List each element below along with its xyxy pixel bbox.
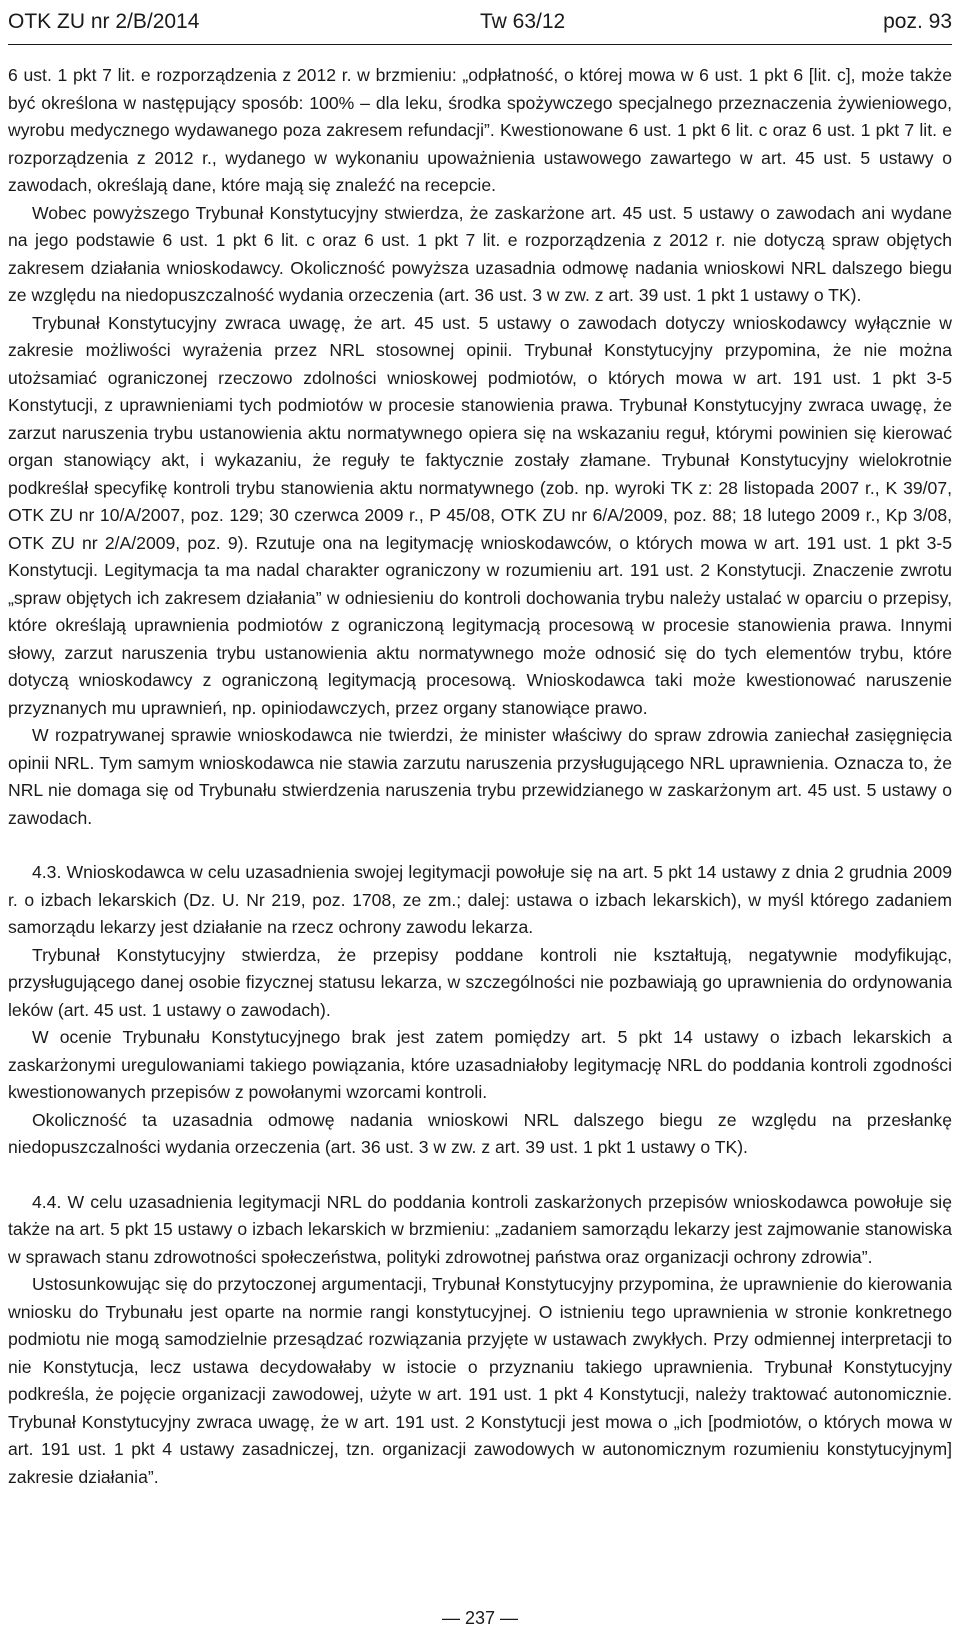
paragraph: W ocenie Trybunału Konstytucyjnego brak jest zatem pomiędzy art. 5 pkt 14 ustawy o izbach lekarskich a zaskarżonymi uregulowaniami takiego powiązania, które uzasadniałoby legitymację NRL do poddania kontroli zgodności kwestionowanych przepisów z powołanymi wzorcami kontroli. (8, 1027, 952, 1102)
section-4-4-paragraph: 4.4. W celu uzasadnienia legitymacji NRL do poddania kontroli zaskarżonych przepisów wnioskodawca powołuje się także na art. 5 pkt 15 ustawy o izbach lekarskich w brzmieniu: „zadaniem samorządu lekarzy jest zajmowanie stanowiska w sprawach stanu zdrowotności społeczeństwa, polityki zdrowotnej państwa oraz organizacji ochrony zdrowia”. (8, 1191, 952, 1267)
page-number: — 237 — (441, 1608, 519, 1628)
paragraph: Wobec powyższego Trybunał Konstytucyjny stwierdza, że zaskarżone art. 45 ust. 5 ustawy o zawodach ani wydane na jego podstawie 6 ust. 1 pkt 6 lit. c oraz 6 ust. 1 pkt 7 lit. e rozporządzenia z 2012 r. nie dotyczą spraw objętych zakresem działania wnioskodawcy. Okoliczność powyższa uzasadnia odmowę nadania wnioskowi NRL dalszego biegu ze względu na niedopuszczalność wydania orzeczenia (art. 36 ust. 3 w zw. z art. 39 ust. 1 pkt 1 ustawy o TK). (8, 202, 952, 305)
paragraph: Ustosunkowując się do przytoczonej argumentacji, Trybunał Konstytucyjny przypomina, że uprawnienie do kierowania wniosku do Trybunału jest oparte na normie rangi konstytucyjnej. O istnieniu tego uprawnienia w stronie konkretnego podmiotu nie mogą samodzielnie przesądzać rozwiązania przyjęte w ustawach zwykłych. Przy odmiennej interpretacji to nie Konstytucja, lecz ustawa decydowałaby w istocie o przyznaniu takiego uprawnienia. Trybunał Konstytucyjny podkreśla, że pojęcie organizacji zawodowej, użyte w art. 191 ust. 1 pkt 4 Konstytucji, należy traktować autonomicznie. Trybunał Konstytucyjny zwraca uwagę, że w art. 191 ust. 2 Konstytucji jest mowa o „ich [podmiotów, o których mowa w art. 191 ust. 1 pkt 4 ustawy zasadniczej, tzn. organizacji zawodowych w autonomicznym rozumieniu konstytucyjnym] zakresie działania”. (8, 1274, 952, 1487)
item-number: poz. 93 (883, 10, 952, 33)
running-header (8, 4, 952, 45)
journal-reference: OTK ZU nr 2/B/2014 (8, 10, 200, 33)
paragraph: Trybunał Konstytucyjny zwraca uwagę, że art. 45 ust. 5 ustawy o zawodach dotyczy wnioskodawcy wyłącznie w zakresie możliwości wyrażenia przez NRL stosownej opinii. Trybunał Konstytucyjny przypomina, że nie można utożsamiać ograniczonej rzeczowo zdolności wnioskowej podmiotów, o których mowa w art. 191 ust. 1 pkt 3-5 Konstytucji, z uprawnieniami tych podmiotów w procesie stanowienia prawa. Trybunał Konstytucyjny zwraca uwagę, że zarzut naruszenia trybu ustanowienia aktu normatywnego opiera się na wskazaniu reguł, którymi powinien się kierować organ stanowiący akt, i wykazaniu, że reguły te faktycznie zostały złamane. Trybunał Konstytucyjny wielokrotnie podkreślał specyfikę kontroli trybu stanowienia aktu normatywnego (zob. np. wyroki TK z: 28 listopada 2007 r., K 39/07, OTK ZU nr 10/A/2007, poz. 129; 30 czerwca 2009 r., P 45/08, OTK ZU nr 6/A/2009, poz. 88; 18 lutego 2009 r., Kp 3/08, OTK ZU nr 2/A/2009, poz. 9). Rzutuje ona na legitymację wnioskodawców, o których mowa w art. 191 ust. 1 pkt 3-5 Konstytucji. Legitymacja ta ma nadal charakter ograniczony w rozumieniu art. 191 ust. 2 Konstytucji. Znaczenie zwrotu „spraw objętych ich zakresem działania” w odniesieniu do kontroli dochowania trybu należy ustalać w oparciu o przepisy, które określają uprawnienia podmiotów z ograniczoną legitymacją procesową w procesie stanowienia prawa. Innymi słowy, zarzut naruszenia trybu ustanowienia aktu normatywnego może odnosić się do tych elementów trybu, które dotyczą wnioskodawcy z ograniczoną legitymacją procesową. Wnioskodawca taki może kwestionować naruszenie przyznanych mu uprawnień, np. opiniodawczych, przez organy stanowiące prawo. (8, 312, 952, 718)
body-text (8, 62, 952, 1491)
paragraph-continued: 6 ust. 1 pkt 7 lit. e rozporządzenia z 2012 r. w brzmieniu: „odpłatność, o której mowa w 6 ust. 1 pkt 6 [lit. c], może także być określona w następujący sposób: 100% – dla leku, środka spożywczego specjalnego przeznaczenia żywieniowego, wyrobu medycznego wydawanego poza zakresem refundacji”. Kwestionowane 6 ust. 1 pkt 6 lit. c oraz 6 ust. 1 pkt 7 lit. e rozporządzenia z 2012 r., wydanego w wykonaniu upoważnienia ustawowego zawartego w art. 45 ust. 5 ustawy o zawodach, określają dane, które mają się znaleźć na recepcie. (8, 65, 952, 195)
case-signature: Tw 63/12 (480, 10, 566, 33)
section-4-3-paragraph: 4.3. Wnioskodawca w celu uzasadnienia swojej legitymacji powołuje się na art. 5 pkt 14 ustawy z dnia 2 grudnia 2009 r. o izbach lekarskich (Dz. U. Nr 219, poz. 1708, ze zm.; dalej: ustawa o izbach lekarskich), w myśl którego zadaniem samorządu lekarzy jest działanie na rzecz ochrony zawodu lekarza. (8, 862, 952, 937)
paragraph: Trybunał Konstytucyjny stwierdza, że przepisy poddane kontroli nie kształtują, negatywnie modyfikując, przysługującego danej osobie fizycznej statusu lekarza, w szczególności nie pozbawiają go uprawnienia do ordynowania leków (art. 45 ust. 1 ustawy o zawodach). (8, 944, 952, 1020)
paragraph: Okoliczność ta uzasadnia odmowę nadania wnioskowi NRL dalszego biegu ze względu na przesłankę niedopuszczalności wydania orzeczenia (art. 36 ust. 3 w zw. z art. 39 ust. 1 pkt 1 ustawy o TK). (8, 1109, 952, 1157)
paragraph: W rozpatrywanej sprawie wnioskodawca nie twierdzi, że minister właściwy do spraw zdrowia zaniechał zasięgnięcia opinii NRL. Tym samym wnioskodawca nie stawia zarzutu naruszenia przysługującego NRL uprawnienia. Oznacza to, że NRL nie domaga się od Trybunału stwierdzenia naruszenia trybu przewidzianego w zaskarżonym art. 45 ust. 5 ustawy o zawodach. (8, 725, 952, 828)
